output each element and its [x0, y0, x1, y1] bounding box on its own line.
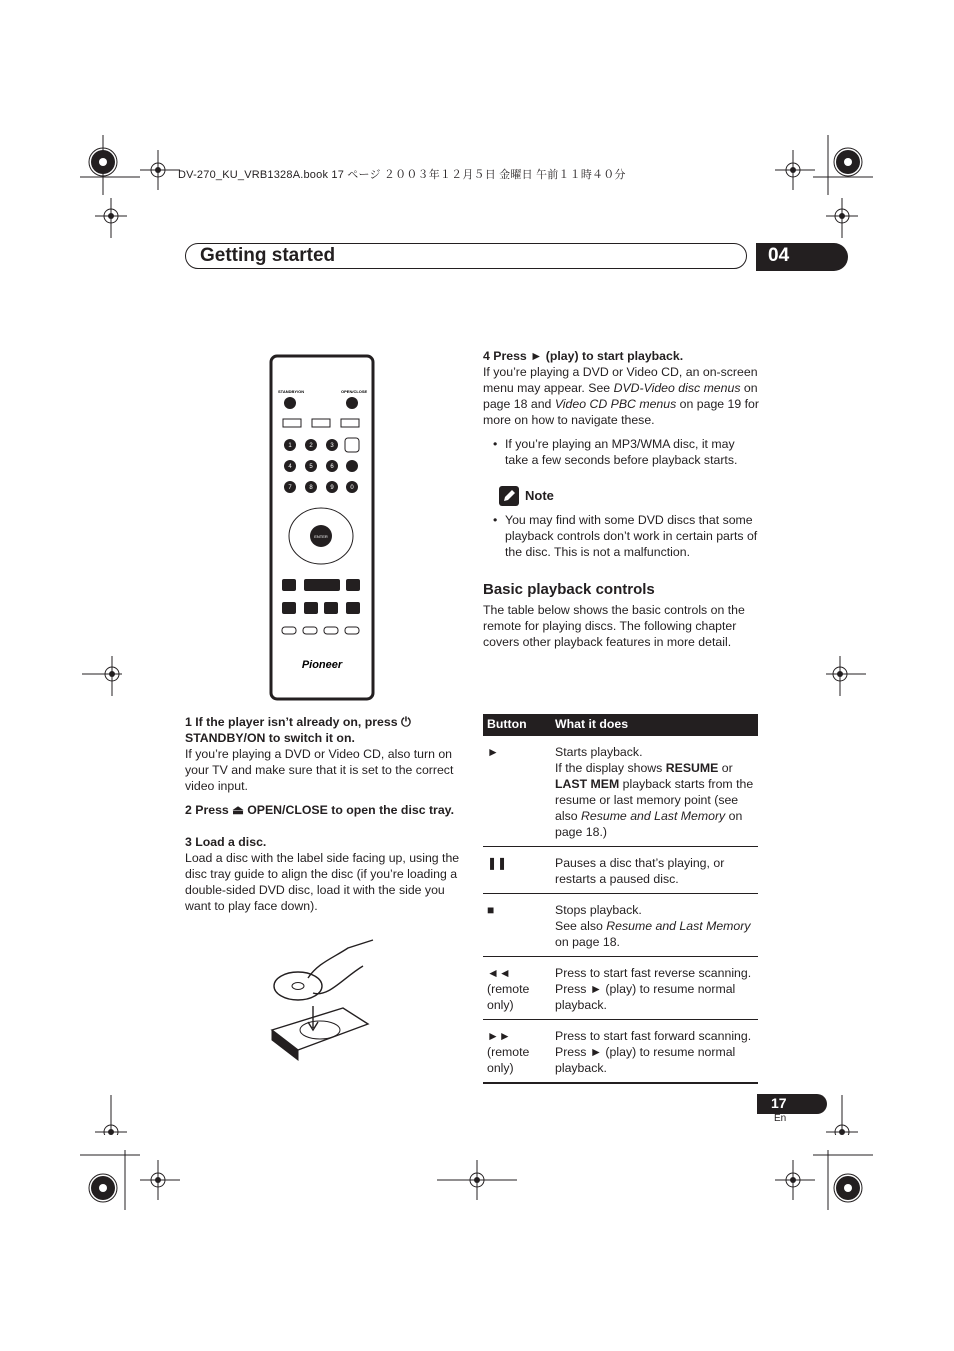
keypad-label: 9 — [330, 485, 334, 491]
table-header-what: What it does — [551, 714, 758, 736]
keypad-label: 7 — [288, 485, 292, 491]
crosshair-icon — [82, 656, 122, 696]
basic-controls-body: The table below shows the basic controls on the remote for playing discs. The following chapter covers other playback features in more detail. — [483, 603, 745, 649]
disc-loading-illustration — [268, 938, 378, 1072]
playback-controls-table — [483, 714, 758, 1084]
keypad-label: 1 — [288, 443, 292, 449]
desc-line-1: Stops playback. — [555, 903, 642, 917]
crosshair-icon — [140, 150, 180, 190]
keypad-label: 0 — [350, 485, 354, 491]
step-heading: 3 Load a disc. — [185, 835, 267, 849]
keypad-label: 6 — [330, 464, 334, 470]
language-code: En — [774, 1113, 787, 1124]
button-symbol: ► — [487, 745, 499, 759]
description-cell: Starts playback. If the display shows RESUME or LAST MEM playback starts from the resume or last memory point (see also Resume and Last Memory on page 18.) — [551, 736, 758, 847]
crosshair-icon — [95, 198, 127, 238]
button-cell — [483, 736, 551, 847]
step-4-bullet: • If you’re playing an MP3/WMA disc, it may take a few seconds before playback starts. — [483, 436, 759, 468]
basic-controls-title: Basic playback controls — [483, 581, 655, 598]
step-heading: 2 Press ⏏ OPEN/CLOSE to open the disc tray. — [185, 803, 455, 817]
table-row — [483, 894, 758, 957]
desc-line-1: Press to start fast reverse scanning. — [555, 966, 752, 980]
description-cell: Press to start fast reverse scanning. Press ► (play) to resume normal playback. — [551, 957, 758, 1020]
button-cell — [483, 1020, 551, 1084]
registration-mark-icon — [813, 135, 873, 195]
crosshair-icon — [775, 150, 815, 190]
button-symbol: ❚❚ — [487, 856, 508, 870]
desc-line-1: Pauses a disc that’s playing, or restarts a paused disc. — [555, 856, 725, 886]
button-symbol: ◄◄ — [487, 966, 511, 980]
section-title-bar — [185, 243, 747, 269]
description-cell: Stops playback. See also Resume and Last Memory on page 18. — [551, 894, 758, 957]
desc-line-1: Starts playback. — [555, 745, 643, 759]
page-number-badge — [757, 1094, 827, 1114]
table-row — [483, 847, 758, 894]
page-number: 17 — [771, 1095, 787, 1111]
step-heading: 1 If the player isn’t already on, press ⏻ STANDBY/ON to switch it on. — [185, 715, 411, 745]
note-bullet: • You may find with some DVD discs that some playback controls don’t work in certain parts of the disc. This is not a malfunction. — [483, 512, 759, 560]
keypad-label: 3 — [330, 443, 334, 449]
button-note: (remote only) — [487, 982, 530, 1012]
crosshair-icon — [437, 1160, 517, 1200]
standby-label: STANDBY/ON — [278, 389, 305, 394]
crosshair-icon — [826, 1095, 858, 1135]
table-row — [483, 1020, 758, 1084]
crosshair-icon — [826, 656, 866, 696]
chapter-badge — [756, 243, 848, 271]
crosshair-icon — [140, 1160, 180, 1200]
button-cell — [483, 957, 551, 1020]
pencil-note-icon — [499, 486, 519, 506]
enter-label: ENTER — [314, 534, 328, 539]
right-column — [483, 348, 759, 658]
button-symbol: ►► — [487, 1029, 511, 1043]
keypad-label: 4 — [288, 464, 292, 470]
remote-control-illustration — [268, 354, 376, 702]
registration-mark-icon — [80, 1150, 140, 1210]
button-cell — [483, 894, 551, 957]
table-row — [483, 736, 758, 847]
crosshair-icon — [95, 1095, 127, 1135]
button-cell — [483, 847, 551, 894]
keypad-label: 8 — [309, 485, 313, 491]
page-title: Getting started — [200, 245, 336, 266]
left-column — [185, 714, 461, 922]
open-close-label: OPEN/CLOSE — [341, 389, 368, 394]
print-header: DV-270_KU_VRB1328A.book 17 ページ ２００３年１２月５日 金曜日 午前１１時４０分 — [178, 169, 626, 181]
button-symbol: ■ — [487, 903, 495, 917]
button-note: (remote only) — [487, 1045, 530, 1075]
desc-line-1: Press to start fast forward scanning. — [555, 1029, 752, 1043]
step-body: Load a disc with the label side facing up, using the disc tray guide to align the disc (if you’re loading a double-sided DVD disc, load it with the side you want to play face down). — [185, 851, 460, 913]
description-cell: Press to start fast forward scanning. Press ► (play) to resume normal playback. — [551, 1020, 758, 1084]
crosshair-icon — [826, 198, 858, 238]
step-4-heading: 4 Press ► (play) to start playback. — [483, 349, 684, 363]
keypad-label: 2 — [309, 443, 313, 449]
note-heading — [499, 486, 759, 506]
keypad-label: 5 — [309, 464, 313, 470]
note-title: Note — [525, 488, 554, 503]
crosshair-icon — [775, 1160, 815, 1200]
registration-mark-icon — [80, 135, 140, 195]
description-cell — [551, 847, 758, 894]
brand-logo: Pioneer — [301, 659, 343, 671]
table-row — [483, 957, 758, 1020]
chapter-number: 04 — [768, 245, 790, 266]
step-4-body: If you’re playing a DVD or Video CD, an on-screen menu may appear. See DVD-Video disc menus on page 18 and Video CD PBC menus on page 19 for more on how to navigate these. — [483, 365, 759, 427]
step-body: If you’re playing a DVD or Video CD, also turn on your TV and make sure that it is set to the correct video input. — [185, 747, 454, 793]
table-header-button: Button — [483, 714, 551, 736]
registration-mark-icon — [813, 1150, 873, 1210]
